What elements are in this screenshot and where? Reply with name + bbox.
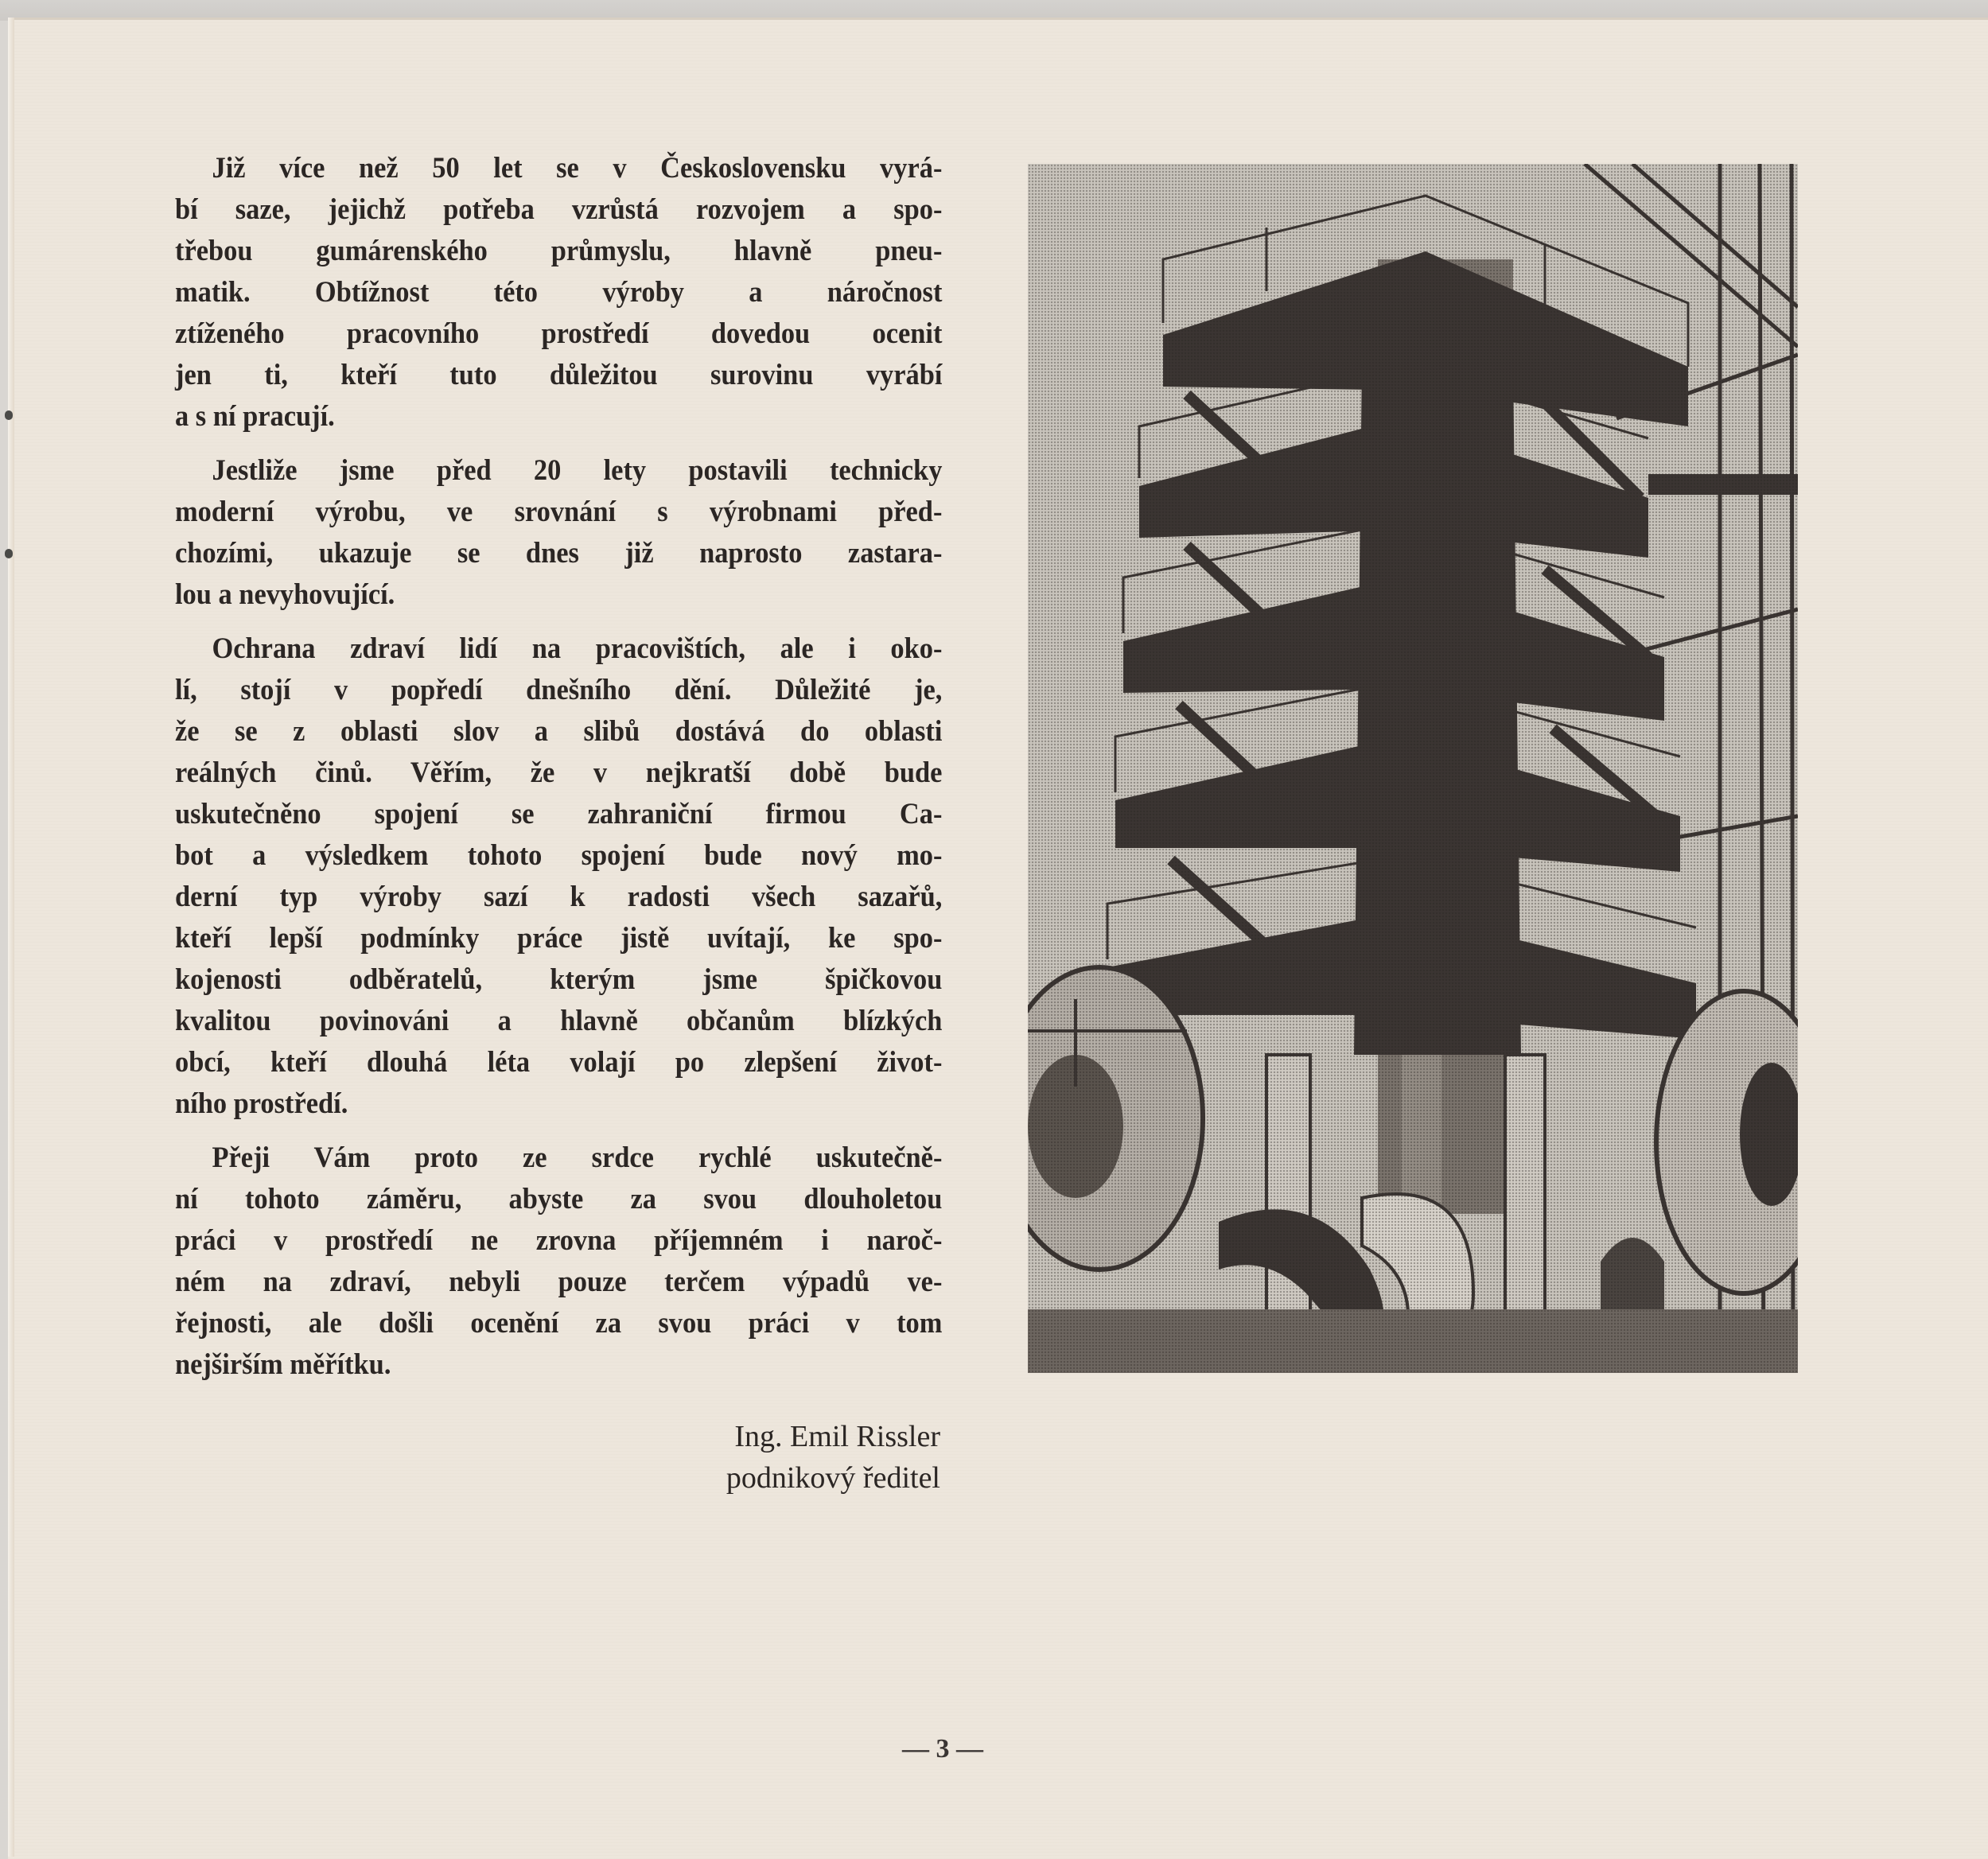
signature-title: podnikový ředitel: [726, 1461, 940, 1495]
text-line: Ochrana zdraví lidí na pracovištích, ale i oko-: [212, 632, 943, 665]
paragraph-1: [175, 148, 943, 438]
text-line: kvalitou povinováni a hlavně občanům blízkých: [175, 1005, 943, 1037]
text-line: ní tohoto záměru, abyste za svou dlouholetou: [175, 1183, 943, 1215]
text-line: moderní výrobu, ve srovnání s výrobnami před-: [175, 496, 943, 528]
text-line: ném na zdraví, nebyli pouze terčem výpadů ve-: [175, 1266, 943, 1298]
text-line: lou a nevyhovující.: [175, 578, 395, 611]
text-line: nejširším měřítku.: [175, 1348, 391, 1381]
staple-mark: [5, 549, 13, 558]
text-line: bot a výsledkem tohoto spojení bude nový mo-: [175, 839, 943, 872]
text-line: Jestliže jsme před 20 lety postavili technicky: [212, 454, 943, 487]
text-line: kojenosti odběratelů, kterým jsme špičkovou: [175, 963, 943, 996]
industrial-tower-photo: [1028, 164, 1798, 1373]
text-line: reálných činů. Věřím, že v nejkratší době bude: [175, 756, 943, 789]
text-line: jen ti, kteří tuto důležitou surovinu vyrábí: [175, 359, 943, 391]
text-line: řejnosti, ale došli ocenění za svou práci v tom: [175, 1307, 943, 1340]
article-text: [175, 148, 943, 1398]
text-line: chozími, ukazuje se dnes již naprosto zastara-: [175, 537, 943, 570]
signature-name: Ing. Emil Rissler: [734, 1420, 940, 1453]
text-line: uskutečněno spojení se zahraniční firmou Ca-: [175, 798, 943, 830]
text-line: třebou gumárenského průmyslu, hlavně pneu-: [175, 235, 943, 267]
text-line: že se z oblasti slov a slibů dostává do oblasti: [175, 715, 943, 748]
text-line: obcí, kteří dlouhá léta volají po zlepšení život-: [175, 1046, 943, 1079]
text-line: Již více než 50 let se v Československu vyrá-: [212, 152, 943, 185]
text-line: Přeji Vám proto ze srdce rychlé uskutečně-: [212, 1141, 943, 1174]
paragraph-3: [175, 628, 943, 1125]
text-line: lí, stojí v popředí dnešního dění. Důležité je,: [175, 674, 943, 706]
text-line: kteří lepší podmínky práce jistě uvítají, ke spo-: [175, 922, 943, 955]
tower-illustration: [1028, 164, 1798, 1373]
text-line: ního prostředí.: [175, 1087, 348, 1120]
text-line: a s ní pracují.: [175, 400, 335, 433]
text-line: bí saze, jejichž potřeba vzrůstá rozvojem a spo-: [175, 193, 943, 226]
paragraph-2: [175, 450, 943, 616]
text-line: matik. Obtížnost této výroby a náročnost: [175, 276, 943, 309]
paragraph-4: [175, 1138, 943, 1386]
page-spine-edge: [8, 18, 14, 1857]
signature-block: [621, 1416, 940, 1499]
text-line: práci v prostředí ne zrovna příjemném i naroč-: [175, 1224, 943, 1257]
text-line: ztíženého pracovního prostředí dovedou ocenit: [175, 317, 943, 350]
staple-mark: [5, 410, 13, 420]
page-number: — 3 —: [902, 1734, 983, 1764]
text-line: derní typ výroby sazí k radosti všech sazařů,: [175, 881, 943, 913]
